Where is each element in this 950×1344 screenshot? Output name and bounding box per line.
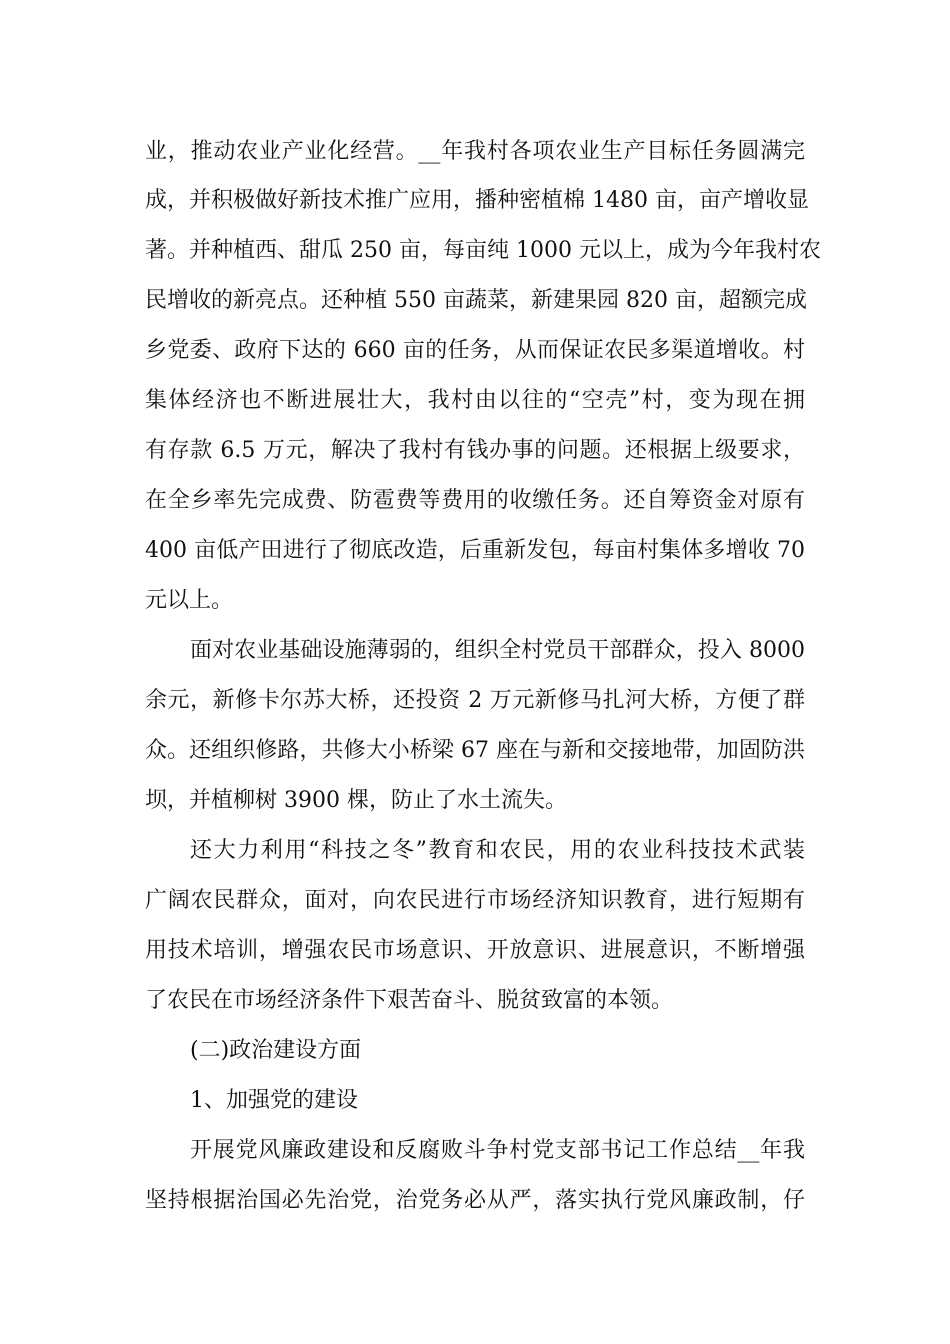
paragraph-line: 广阔农民群众，面对，向农民进行市场经济知识教育，进行短期有 [145,888,805,913]
paragraph-line: 余元，新修卡尔苏大桥，还投资 2 万元新修马扎河大桥，方便了群 [145,688,805,713]
paragraph-line: 众。还组织修路，共修大小桥梁 67 座在与新和交接地带，加固防洪 [145,738,805,763]
paragraph-line: 在全乡率先完成费、防雹费等费用的收缴任务。还自筹资金对原有 [145,488,805,513]
paragraph-line: 民增收的新亮点。还种植 550 亩蔬菜，新建果园 820 亩，超额完成 [145,288,807,313]
paragraph-line: 坚持根据治国必先治党，治党务必从严，落实执行党风廉政制，仔 [145,1188,805,1213]
paragraph-line: 还大力利用“科技之冬”教育和农民，用的农业科技技术武装 [190,838,805,863]
paragraph-line: 用技术培训，增强农民市场意识、开放意识、进展意识，不断增强 [145,938,805,963]
paragraph-line: 400 亩低产田进行了彻底改造，后重新发包，每亩村集体多增收 70 [145,538,805,563]
paragraph-line: 成，并积极做好新技术推广应用，播种密植棉 1480 亩，亩产增收显 [145,188,809,213]
paragraph-line: 集体经济也不断进展壮大，我村由以往的“空壳”村，变为现在拥 [145,388,805,413]
paragraph-line: 面对农业基础设施薄弱的，组织全村党员干部群众，投入 8000 [190,638,805,663]
subsection-heading: 1、加强党的建设 [190,1088,358,1113]
paragraph-line: 著。并种植西、甜瓜 250 亩，每亩纯 1000 元以上，成为今年我村农 [145,238,821,263]
section-heading: (二)政治建设方面 [190,1038,362,1063]
paragraph-line: 坝，并植柳树 3900 棵，防止了水土流失。 [145,788,567,813]
paragraph-line: 乡党委、政府下达的 660 亩的任务，从而保证农民多渠道增收。村 [145,338,805,363]
paragraph-line: 了农民在市场经济条件下艰苦奋斗、脱贫致富的本领。 [145,988,674,1013]
paragraph-line: 业，推动农业产业化经营。__年我村各项农业生产目标任务圆满完 [145,139,805,164]
paragraph-line: 元以上。 [145,588,234,613]
paragraph-line: 有存款 6.5 万元，解决了我村有钱办事的问题。还根据上级要求， [145,438,805,463]
paragraph-line: 开展党风廉政建设和反腐败斗争村党支部书记工作总结__年我 [190,1138,805,1163]
